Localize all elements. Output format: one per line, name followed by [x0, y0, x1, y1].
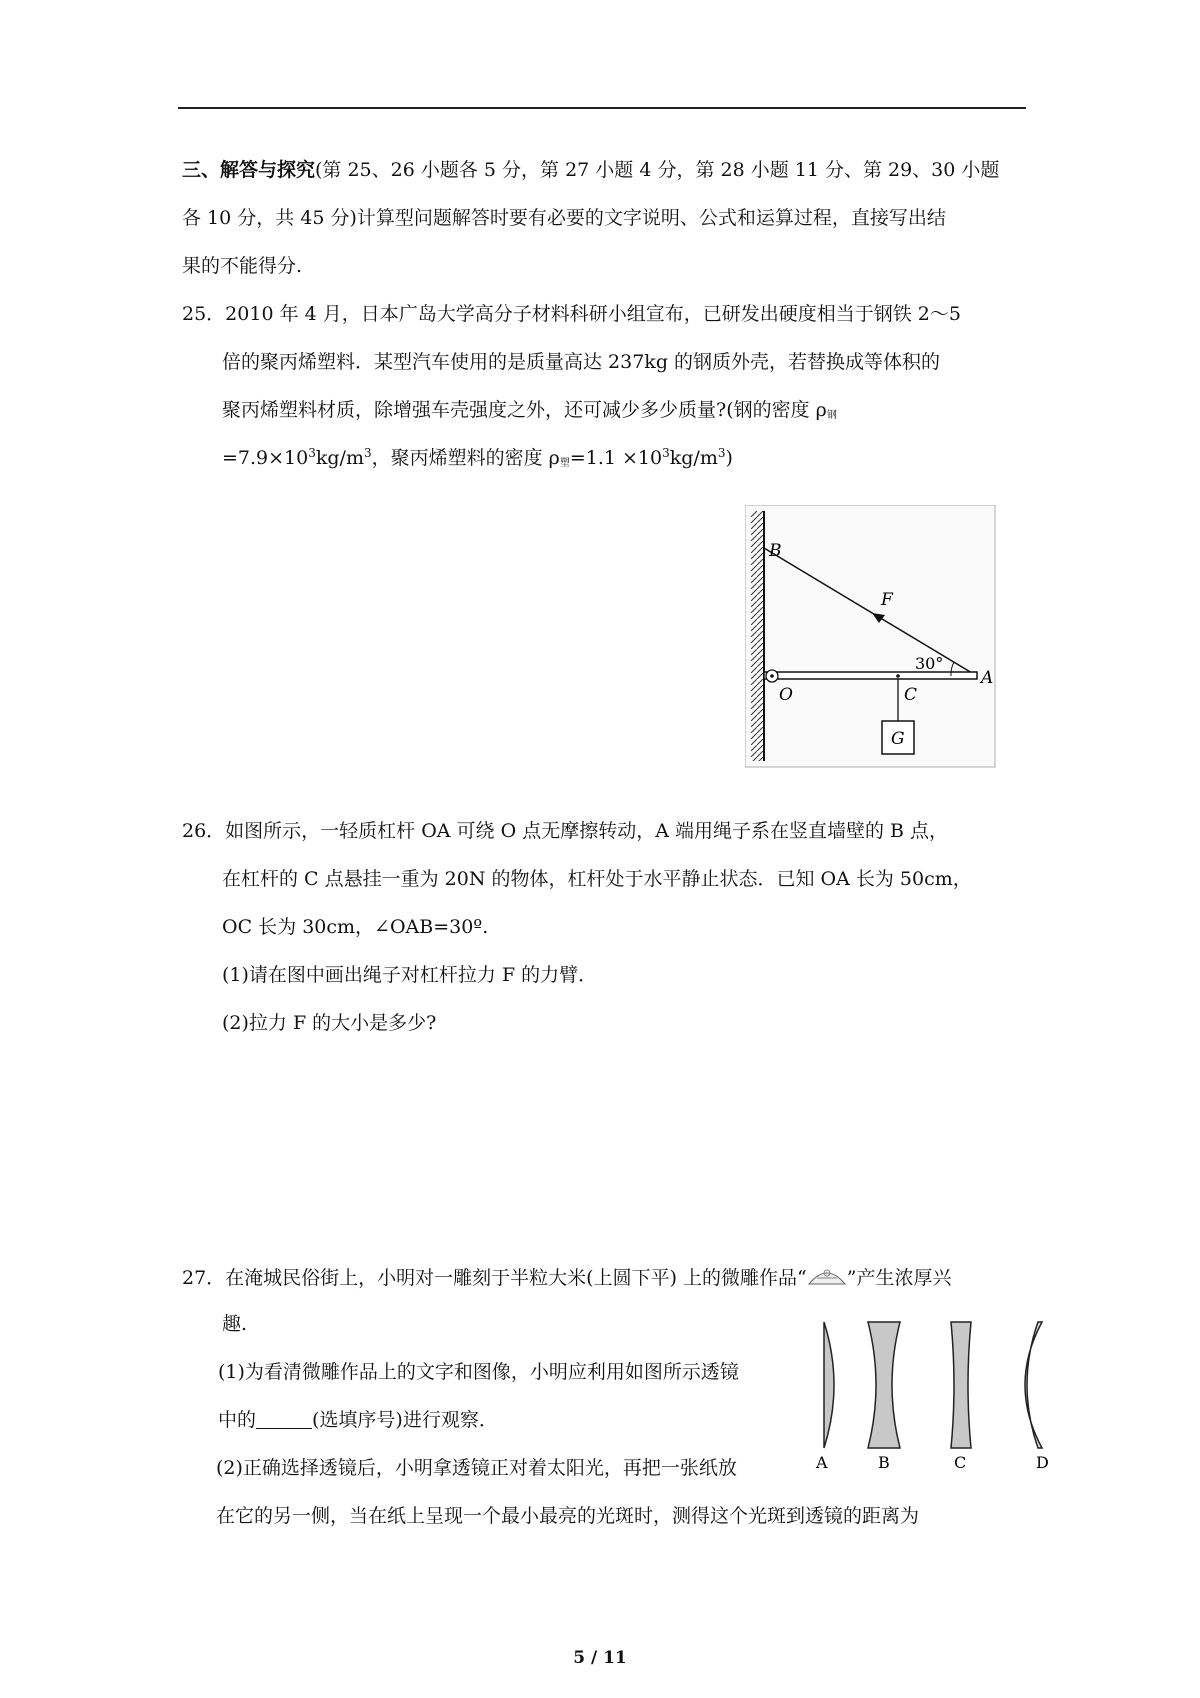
- answer-blank[interactable]: [256, 1410, 312, 1429]
- section-heading: 三、解答与探究: [182, 159, 316, 181]
- lens-figure: [808, 1318, 1058, 1478]
- label-F: F: [881, 590, 893, 610]
- lens-label-C: C: [954, 1453, 967, 1472]
- q27-sub-2-line-1: (2)正确选择透镜后，小明拿透镜正对着太阳光，再把一张纸放: [216, 1457, 737, 1479]
- micro-carving-icon: [807, 1264, 847, 1288]
- lens-D: [1025, 1322, 1042, 1448]
- label-B: B: [769, 541, 782, 561]
- lens-C: [951, 1322, 971, 1448]
- lens-label-B: B: [878, 1453, 890, 1472]
- q26-line-3: OC 长为 30cm，∠OAB=30º.: [222, 916, 489, 938]
- q26-line-1: 26．如图所示，一轻质杠杆 OA 可绕 O 点无摩擦转动，A 端用绳子系在竖直墙壁的 B 点，: [182, 820, 949, 842]
- lens-B: [868, 1322, 900, 1448]
- q25-line-3: 聚丙烯塑料材质，除增强车壳强度之外，还可减少多少质量?(钢的密度 ρ钢: [222, 399, 837, 421]
- q25-line-4: $=7.9\times 10^3kg/m^3$，聚丙烯塑料的密度 ρ塑$=1.1 \times 10^3kg/m^3$): [222, 446, 733, 469]
- label-C: C: [904, 685, 918, 705]
- section-intro-line-2: 各 10 分，共 45 分)计算型问题解答时要有必要的文字说明、公式和运算过程，直接写出结: [182, 207, 946, 229]
- label-angle: 30°: [915, 654, 944, 673]
- label-A: A: [981, 668, 994, 688]
- page-number: 5 / 11: [573, 1648, 627, 1668]
- q26-line-2: 在杠杆的 C 点悬挂一重为 20N 的物体，杠杆处于水平静止状态．已知 OA 长为 50cm，: [222, 868, 972, 890]
- lever-OA: [764, 672, 977, 679]
- q27-sub-1-line-2: 中的 (选填序号)进行观察．: [218, 1409, 498, 1431]
- q26-sub-2: (2)拉力 F 的大小是多少?: [222, 1012, 437, 1034]
- section-intro-line-3: 果的不能得分.: [182, 255, 303, 277]
- section-intro-line-1: 三、解答与探究(第 25、26 小题各 5 分，第 27 小题 4 分，第 28 小题 11 分、第 29、30 小题: [182, 159, 1000, 181]
- q27-line-1: 27．在淹城民俗街上，小明对一雕刻于半粒大米(上圆下平) 上的微雕作品“ ”产生浓厚兴: [182, 1264, 951, 1290]
- q27-line-2: 趣.: [222, 1313, 248, 1335]
- q25-line-2: 倍的聚丙烯塑料．某型汽车使用的是质量高达 237kg 的钢质外壳，若替换成等体积的: [222, 351, 941, 373]
- figure-frame: [745, 505, 995, 767]
- label-O: O: [779, 685, 793, 705]
- lever-figure: [745, 505, 1005, 770]
- q25-line-1: 25．2010 年 4 月，日本广岛大学高分子材料科研小组宣布，已研发出硬度相当于钢铁 2～5: [182, 303, 961, 325]
- lens-A: [824, 1322, 834, 1448]
- wall-hatching: [751, 511, 763, 761]
- point-C: [896, 674, 900, 678]
- q27-sub-2-line-2: 在它的另一侧，当在纸上呈现一个最小最亮的光斑时，测得这个光斑到透镜的距离为: [216, 1505, 920, 1527]
- lens-label-D: D: [1036, 1453, 1049, 1472]
- header-rule: [178, 107, 1026, 109]
- q26-sub-1: (1)请在图中画出绳子对杠杆拉力 F 的力臂．: [222, 964, 598, 986]
- label-G: G: [891, 729, 905, 749]
- lens-label-A: A: [816, 1453, 828, 1472]
- q27-sub-1-line-1: (1)为看清微雕作品上的文字和图像，小明应利用如图所示透镜: [218, 1361, 739, 1383]
